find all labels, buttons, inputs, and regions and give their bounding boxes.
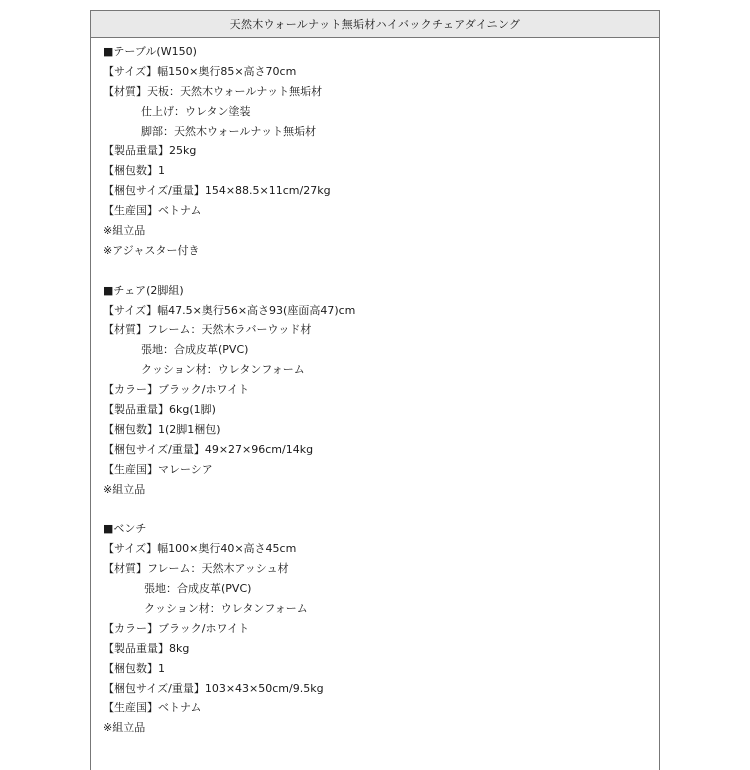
spec-line: 【生産国】ベトナム [103,701,202,715]
section-heading: ■ベンチ [103,522,147,536]
spec-title: 天然木ウォールナット無垢材ハイバックチェアダイニング [229,18,521,31]
spec-line: ※アジャスター付き [103,243,200,257]
spec-line: 【梱包数】1 [103,164,165,178]
spec-line: 張地：合成皮革(PVC) [141,343,249,357]
spec-line: 【製品重量】8kg [103,641,190,655]
spec-line: 仕上げ：ウレタン塗装 [141,104,251,118]
spec-line: ※組立品 [103,721,146,735]
spec-line: クッション材：ウレタンフォーム [141,363,305,377]
table-spec-section [103,42,651,261]
spec-line: 【生産国】ベトナム [103,204,202,218]
spec-line: 【サイズ】幅47.5×奥行56×高さ93(座面高47)cm [103,303,356,317]
spec-content [103,42,651,738]
spec-line: クッション材：ウレタンフォーム [144,601,308,615]
spec-line: 【製品重量】25kg [103,144,197,158]
spec-line: 【梱包数】1(2脚1梱包) [103,422,221,436]
spec-line: 【材質】天板：天然木ウォールナット無垢材 [103,84,323,98]
spec-line: 【生産国】マレーシア [103,462,213,476]
spec-line: 【材質】フレーム：天然木ラバーウッド材 [103,323,312,337]
section-heading: ■チェア(2脚組) [103,283,184,297]
spec-line: 【カラー】ブラック/ホワイト [103,383,250,397]
spec-line: 【製品重量】6kg(1脚) [103,403,216,417]
bench-spec-section [103,519,651,738]
spec-table [90,10,660,770]
spec-line: 【梱包サイズ/重量】49×27×96cm/14kg [103,442,314,456]
spec-line: ※組立品 [103,482,146,496]
spec-line: 【サイズ】幅100×奥行40×高さ45cm [103,542,297,556]
spec-line: 【梱包サイズ/重量】103×43×50cm/9.5kg [103,681,324,695]
spec-line: ※組立品 [103,224,146,238]
chair-spec-section [103,281,651,500]
section-heading: ■テーブル(W150) [103,45,197,58]
spec-line: 【サイズ】幅150×奥行85×高さ70cm [103,64,297,78]
spec-line: 張地：合成皮革(PVC) [144,582,252,596]
spec-line: 脚部：天然木ウォールナット無垢材 [141,124,317,138]
spec-line: 【梱包数】1 [103,661,165,675]
spec-title-bar [91,11,659,38]
spec-line: 【カラー】ブラック/ホワイト [103,621,250,635]
spec-line: 【材質】フレーム：天然木アッシュ材 [103,562,289,576]
spec-line: 【梱包サイズ/重量】154×88.5×11cm/27kg [103,184,331,198]
